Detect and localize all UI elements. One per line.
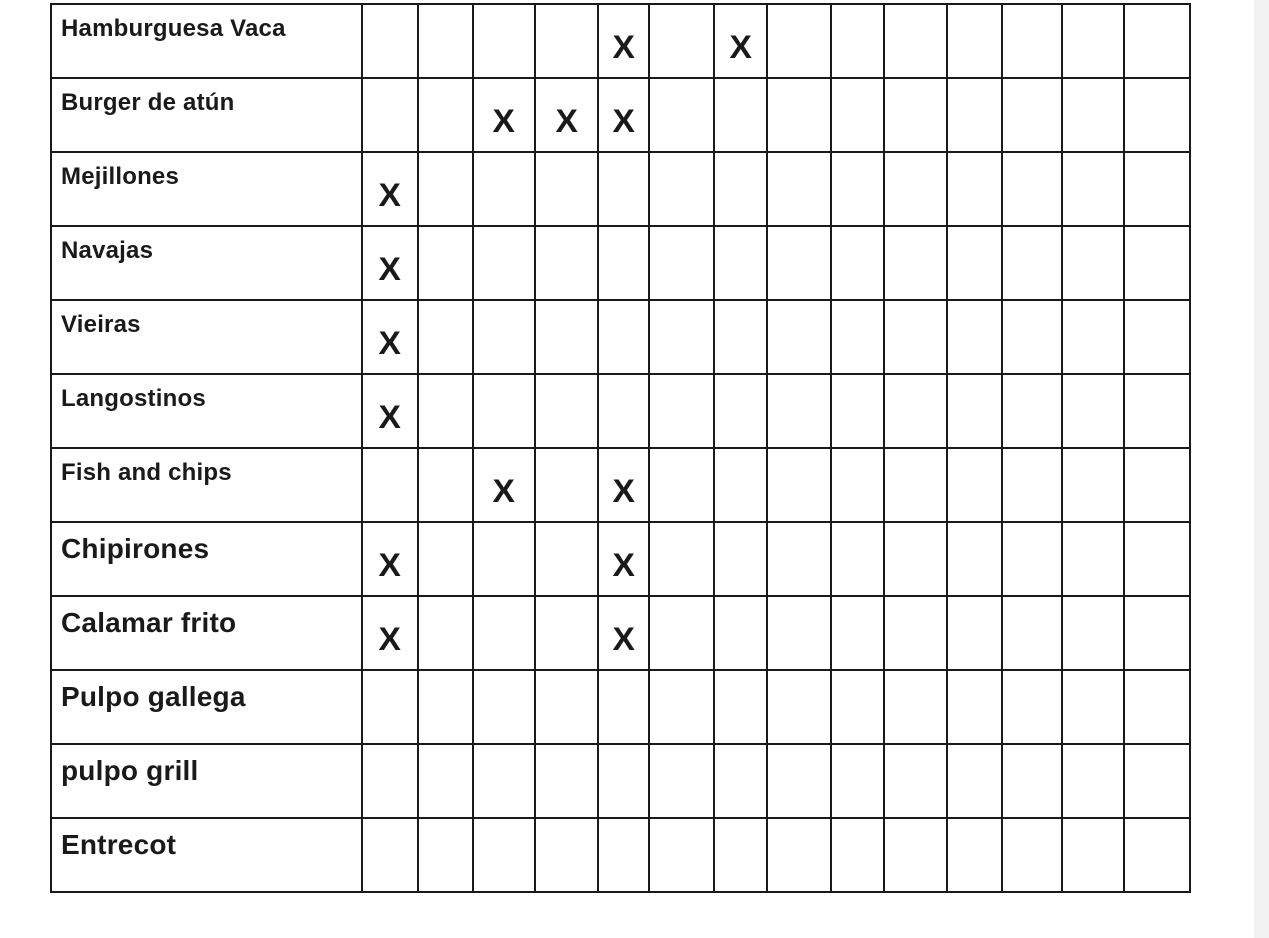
table-row [51, 596, 1190, 670]
allergen-table [50, 3, 1191, 893]
allergen-mark: X [729, 29, 752, 65]
allergen-cell [473, 152, 535, 226]
allergen-cell [767, 152, 831, 226]
allergen-cell [473, 744, 535, 818]
allergen-cell [649, 4, 714, 78]
table-row [51, 448, 1190, 522]
allergen-cell [767, 522, 831, 596]
dish-name-cell: Burger de atún [51, 78, 362, 152]
dish-name-cell: Chipirones [51, 522, 362, 596]
allergen-cell [947, 670, 1002, 744]
allergen-cell [947, 448, 1002, 522]
table-row [51, 744, 1190, 818]
allergen-cell [535, 374, 598, 448]
allergen-cell [1002, 744, 1062, 818]
allergen-cell [884, 522, 947, 596]
allergen-cell [418, 300, 473, 374]
allergen-cell [598, 818, 649, 892]
allergen-cell [1002, 300, 1062, 374]
allergen-cell [1062, 374, 1124, 448]
allergen-cell [1062, 522, 1124, 596]
allergen-cell [362, 152, 418, 226]
allergen-cell [1002, 374, 1062, 448]
allergen-cell [831, 670, 884, 744]
allergen-cell [831, 78, 884, 152]
allergen-cell [362, 596, 418, 670]
allergen-cell [473, 818, 535, 892]
allergen-cell [714, 374, 767, 448]
allergen-cell [1062, 226, 1124, 300]
allergen-cell [947, 78, 1002, 152]
table-row [51, 152, 1190, 226]
allergen-cell [362, 374, 418, 448]
table-row [51, 670, 1190, 744]
allergen-cell [947, 374, 1002, 448]
allergen-mark: X [378, 325, 402, 361]
allergen-cell [884, 300, 947, 374]
allergen-cell [418, 152, 473, 226]
allergen-cell [714, 152, 767, 226]
allergen-cell [1124, 818, 1190, 892]
allergen-cell [831, 596, 884, 670]
allergen-cell [535, 744, 598, 818]
allergen-cell [1124, 670, 1190, 744]
allergen-cell [418, 522, 473, 596]
allergen-mark: X [612, 621, 635, 657]
allergen-cell [598, 152, 649, 226]
allergen-cell [362, 670, 418, 744]
allergen-cell [884, 448, 947, 522]
allergen-cell [598, 4, 649, 78]
allergen-mark: X [612, 103, 635, 139]
allergen-cell [947, 226, 1002, 300]
allergen-cell [598, 374, 649, 448]
dish-name-cell: Langostinos [51, 374, 362, 448]
allergen-cell [598, 670, 649, 744]
allergen-cell [884, 744, 947, 818]
dish-name-cell: Entrecot [51, 818, 362, 892]
allergen-cell [473, 226, 535, 300]
allergen-cell [947, 152, 1002, 226]
allergen-cell [884, 78, 947, 152]
allergen-cell [767, 226, 831, 300]
allergen-cell [1062, 744, 1124, 818]
allergen-cell [535, 448, 598, 522]
allergen-mark: X [555, 103, 578, 139]
allergen-cell [598, 522, 649, 596]
allergen-cell [884, 670, 947, 744]
allergen-cell [473, 78, 535, 152]
allergen-cell [831, 226, 884, 300]
allergen-cell [1002, 818, 1062, 892]
allergen-cell [418, 596, 473, 670]
allergen-mark: X [612, 29, 635, 65]
allergen-mark: X [378, 399, 402, 435]
allergen-cell [714, 818, 767, 892]
allergen-cell [598, 78, 649, 152]
allergen-cell [767, 448, 831, 522]
allergen-cell [884, 226, 947, 300]
allergen-cell [767, 818, 831, 892]
allergen-cell [649, 670, 714, 744]
allergen-cell [831, 522, 884, 596]
dish-name-cell: Hamburguesa Vaca [51, 4, 362, 78]
allergen-cell [767, 78, 831, 152]
allergen-cell [649, 522, 714, 596]
allergen-cell [767, 596, 831, 670]
allergen-cell [535, 4, 598, 78]
allergen-cell [473, 670, 535, 744]
allergen-cell [418, 448, 473, 522]
allergen-cell [649, 596, 714, 670]
allergen-cell [1124, 374, 1190, 448]
allergen-cell [947, 596, 1002, 670]
allergen-cell [1062, 448, 1124, 522]
allergen-cell [947, 818, 1002, 892]
table-row [51, 300, 1190, 374]
allergen-cell [767, 670, 831, 744]
allergen-cell [831, 374, 884, 448]
allergen-mark: X [492, 103, 516, 139]
allergen-cell [831, 4, 884, 78]
allergen-grid [50, 3, 1191, 938]
allergen-cell [473, 4, 535, 78]
allergen-cell [947, 522, 1002, 596]
allergen-cell [535, 522, 598, 596]
allergen-cell [473, 596, 535, 670]
allergen-cell [1062, 300, 1124, 374]
allergen-cell [535, 300, 598, 374]
allergen-cell [714, 670, 767, 744]
dish-name-cell: Mejillones [51, 152, 362, 226]
allergen-cell [649, 744, 714, 818]
allergen-cell [649, 448, 714, 522]
allergen-cell [1124, 744, 1190, 818]
allergen-cell [714, 522, 767, 596]
allergen-cell [884, 152, 947, 226]
allergen-cell [418, 78, 473, 152]
allergen-mark: X [612, 547, 635, 583]
allergen-cell [1062, 818, 1124, 892]
allergen-cell [535, 670, 598, 744]
allergen-cell [831, 300, 884, 374]
allergen-cell [714, 596, 767, 670]
allergen-cell [649, 818, 714, 892]
allergen-cell [362, 78, 418, 152]
allergen-cell [1124, 596, 1190, 670]
allergen-cell [831, 744, 884, 818]
table-row [51, 226, 1190, 300]
allergen-cell [362, 744, 418, 818]
allergen-cell [1062, 152, 1124, 226]
allergen-cell [649, 226, 714, 300]
allergen-cell [1124, 226, 1190, 300]
allergen-cell [831, 818, 884, 892]
allergen-mark: X [378, 547, 402, 583]
allergen-cell [1002, 670, 1062, 744]
allergen-cell [418, 744, 473, 818]
allergen-cell [535, 596, 598, 670]
dish-name-cell: Fish and chips [51, 448, 362, 522]
allergen-cell [767, 300, 831, 374]
allergen-cell [1124, 4, 1190, 78]
allergen-cell [714, 448, 767, 522]
allergen-cell [362, 226, 418, 300]
allergen-cell [362, 4, 418, 78]
allergen-cell [714, 78, 767, 152]
table-row [51, 374, 1190, 448]
allergen-cell [362, 818, 418, 892]
allergen-mark: X [492, 473, 516, 509]
allergen-cell [767, 4, 831, 78]
table-row [51, 78, 1190, 152]
allergen-cell [598, 226, 649, 300]
allergen-cell [418, 670, 473, 744]
allergen-cell [1062, 670, 1124, 744]
allergen-cell [767, 744, 831, 818]
allergen-mark: X [378, 621, 402, 657]
allergen-cell [1124, 448, 1190, 522]
allergen-cell [535, 818, 598, 892]
allergen-cell [1062, 78, 1124, 152]
allergen-cell [362, 300, 418, 374]
allergen-cell [1124, 300, 1190, 374]
allergen-cell [1002, 152, 1062, 226]
allergen-cell [1002, 522, 1062, 596]
allergen-cell [947, 300, 1002, 374]
allergen-cell [831, 448, 884, 522]
allergen-cell [649, 374, 714, 448]
allergen-mark: X [378, 177, 402, 213]
allergen-cell [649, 152, 714, 226]
table-row [51, 818, 1190, 892]
allergen-cell [1062, 4, 1124, 78]
allergen-cell [831, 152, 884, 226]
allergen-cell [884, 818, 947, 892]
allergen-cell [1002, 78, 1062, 152]
allergen-cell [884, 374, 947, 448]
allergen-cell [362, 448, 418, 522]
allergen-cell [1002, 596, 1062, 670]
allergen-cell [1124, 78, 1190, 152]
allergen-cell [1124, 152, 1190, 226]
allergen-cell [473, 522, 535, 596]
allergen-cell [1002, 448, 1062, 522]
allergen-cell [418, 4, 473, 78]
dish-name-cell: Vieiras [51, 300, 362, 374]
allergen-cell [418, 374, 473, 448]
allergen-cell [535, 226, 598, 300]
allergen-cell [473, 374, 535, 448]
allergen-cell [714, 300, 767, 374]
allergen-cell [362, 522, 418, 596]
allergen-cell [1062, 596, 1124, 670]
allergen-cell [1002, 226, 1062, 300]
allergen-cell [884, 596, 947, 670]
table-row [51, 4, 1190, 78]
allergen-cell [598, 300, 649, 374]
allergen-cell [598, 596, 649, 670]
allergen-cell [473, 448, 535, 522]
allergen-cell [535, 78, 598, 152]
allergen-cell [1002, 4, 1062, 78]
allergen-cell [598, 448, 649, 522]
allergen-cell [473, 300, 535, 374]
allergen-mark: X [378, 251, 402, 287]
allergen-cell [1124, 522, 1190, 596]
dish-name-cell: Calamar frito [51, 596, 362, 670]
allergen-cell [884, 4, 947, 78]
allergen-cell [714, 4, 767, 78]
vertical-scrollbar[interactable] [1254, 0, 1269, 938]
allergen-cell [418, 226, 473, 300]
allergen-cell [947, 744, 1002, 818]
allergen-mark: X [612, 473, 635, 509]
allergen-cell [714, 226, 767, 300]
allergen-cell [714, 744, 767, 818]
dish-name-cell: pulpo grill [51, 744, 362, 818]
allergen-cell [649, 300, 714, 374]
table-row [51, 522, 1190, 596]
allergen-cell [947, 4, 1002, 78]
dish-name-cell: Navajas [51, 226, 362, 300]
allergen-cell [418, 818, 473, 892]
dish-name-cell: Pulpo gallega [51, 670, 362, 744]
allergen-cell [535, 152, 598, 226]
allergen-cell [649, 78, 714, 152]
allergen-cell [598, 744, 649, 818]
allergen-cell [767, 374, 831, 448]
